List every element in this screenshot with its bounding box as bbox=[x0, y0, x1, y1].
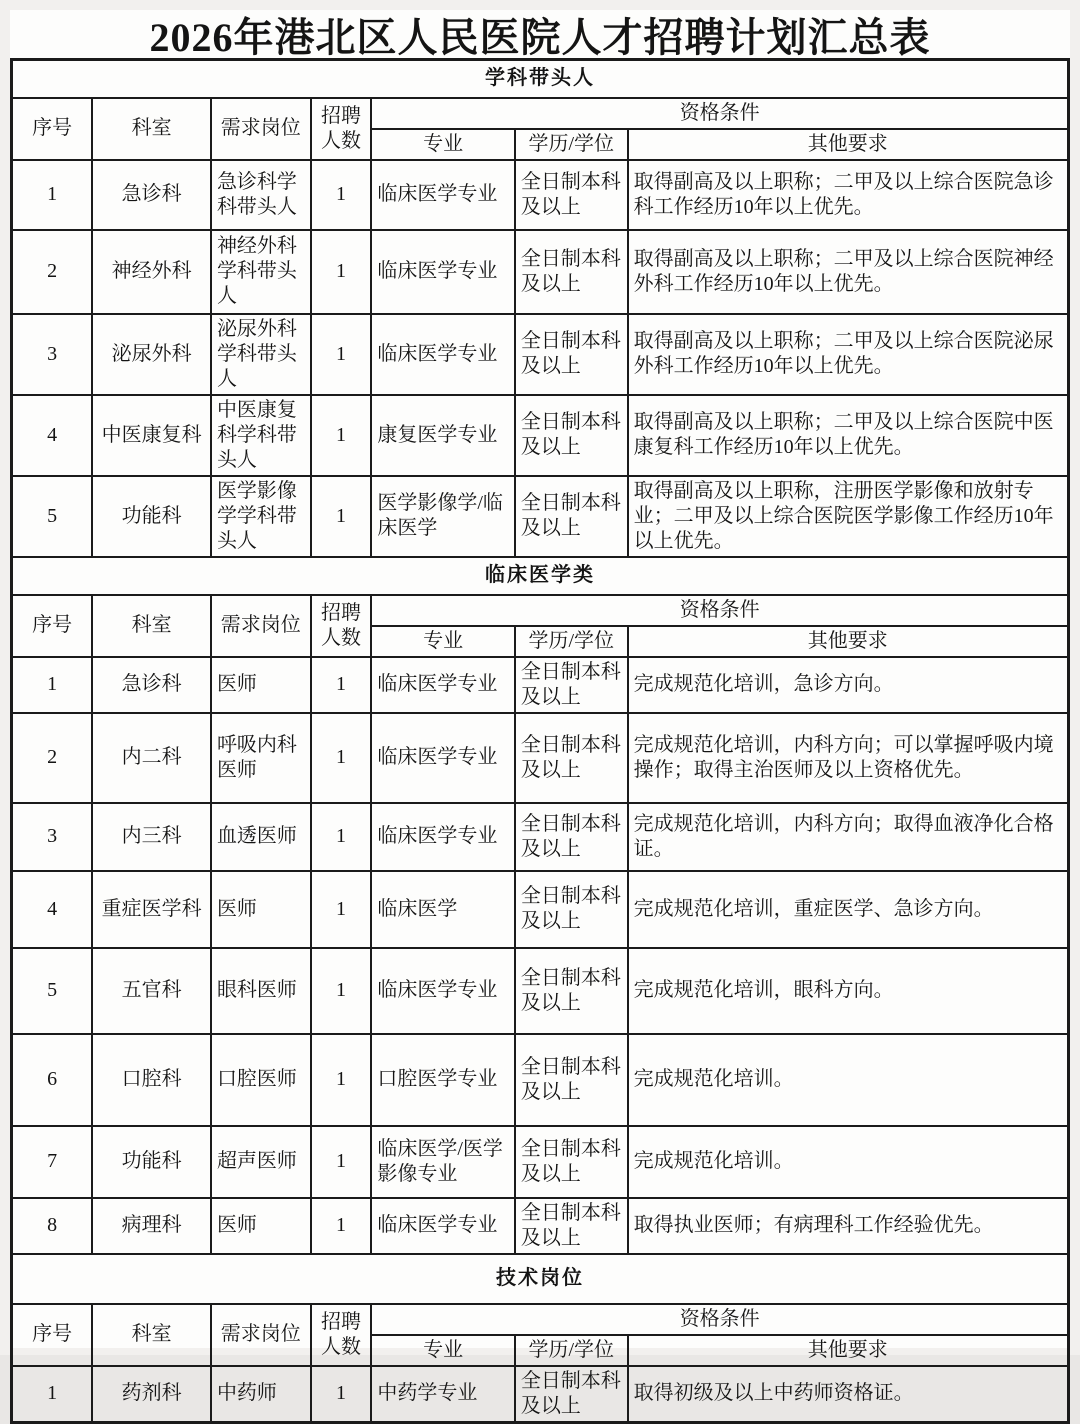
headcount-cell: 1 bbox=[311, 1034, 372, 1126]
table-row bbox=[12, 948, 1069, 1034]
col-header-degree: 学历/学位 bbox=[515, 129, 628, 160]
col-header-headcount: 招聘人数 bbox=[311, 98, 372, 160]
col-header-position: 需求岗位 bbox=[211, 98, 311, 160]
headcount-cell: 1 bbox=[311, 314, 372, 395]
col-header-degree: 学历/学位 bbox=[515, 1335, 628, 1366]
major-cell: 临床医学专业 bbox=[371, 314, 515, 395]
department-cell: 中医康复科 bbox=[92, 395, 211, 476]
table-row bbox=[12, 657, 1069, 713]
position-cell: 中药师 bbox=[211, 1366, 311, 1423]
section-band-row bbox=[12, 1254, 1069, 1304]
col-header-qualifications: 资格条件 bbox=[371, 1304, 1068, 1335]
headcount-cell: 1 bbox=[311, 230, 372, 314]
col-header-requirements: 其他要求 bbox=[628, 1335, 1069, 1366]
requirements-cell: 取得副高及以上职称；二甲及以上综合医院急诊科工作经历10年以上优先。 bbox=[628, 160, 1069, 230]
requirements-cell: 取得副高及以上职称，注册医学影像和放射专业；二甲及以上综合医院医学影像工作经历10年以上优先。 bbox=[628, 476, 1069, 557]
table-row bbox=[12, 476, 1069, 557]
recruitment-table bbox=[10, 58, 1070, 1424]
table-row bbox=[12, 395, 1069, 476]
requirements-cell: 完成规范化培训。 bbox=[628, 1034, 1069, 1126]
document-sheet bbox=[10, 10, 1070, 1417]
headcount-cell: 1 bbox=[311, 803, 372, 871]
major-cell: 临床医学专业 bbox=[371, 1198, 515, 1254]
position-cell: 医学影像学学科带头人 bbox=[211, 476, 311, 557]
position-cell: 眼科医师 bbox=[211, 948, 311, 1034]
major-cell: 临床医学专业 bbox=[371, 803, 515, 871]
position-cell: 医师 bbox=[211, 1198, 311, 1254]
col-header-degree: 学历/学位 bbox=[515, 626, 628, 657]
headcount-cell: 1 bbox=[311, 657, 372, 713]
department-cell: 内二科 bbox=[92, 713, 211, 803]
col-header-requirements: 其他要求 bbox=[628, 129, 1069, 160]
requirements-cell: 取得副高及以上职称；二甲及以上综合医院泌尿外科工作经历10年以上优先。 bbox=[628, 314, 1069, 395]
requirements-cell: 完成规范化培训，内科方向；可以掌握呼吸内境操作；取得主治医师及以上资格优先。 bbox=[628, 713, 1069, 803]
department-cell: 功能科 bbox=[92, 1126, 211, 1198]
section-title: 学科带头人 bbox=[12, 60, 1069, 98]
degree-cell: 全日制本科及以上 bbox=[515, 1198, 628, 1254]
major-cell: 临床医学 bbox=[371, 871, 515, 948]
position-cell: 血透医师 bbox=[211, 803, 311, 871]
serial-cell: 4 bbox=[12, 871, 93, 948]
col-header-major: 专业 bbox=[371, 626, 515, 657]
position-cell: 呼吸内科医师 bbox=[211, 713, 311, 803]
col-header-qualifications: 资格条件 bbox=[371, 98, 1068, 129]
major-cell: 临床医学/医学影像专业 bbox=[371, 1126, 515, 1198]
degree-cell: 全日制本科及以上 bbox=[515, 1034, 628, 1126]
degree-cell: 全日制本科及以上 bbox=[515, 476, 628, 557]
table-row bbox=[12, 803, 1069, 871]
serial-cell: 8 bbox=[12, 1198, 93, 1254]
department-cell: 泌尿外科 bbox=[92, 314, 211, 395]
degree-cell: 全日制本科及以上 bbox=[515, 230, 628, 314]
headcount-cell: 1 bbox=[311, 948, 372, 1034]
column-header-row bbox=[12, 595, 1069, 626]
headcount-cell: 1 bbox=[311, 476, 372, 557]
headcount-cell: 1 bbox=[311, 395, 372, 476]
major-cell: 临床医学专业 bbox=[371, 713, 515, 803]
major-cell: 康复医学专业 bbox=[371, 395, 515, 476]
col-header-major: 专业 bbox=[371, 129, 515, 160]
position-cell: 急诊科学科带头人 bbox=[211, 160, 311, 230]
table-row bbox=[12, 1034, 1069, 1126]
col-header-position: 需求岗位 bbox=[211, 1304, 311, 1366]
table-row bbox=[12, 160, 1069, 230]
table-row bbox=[12, 1198, 1069, 1254]
serial-cell: 3 bbox=[12, 314, 93, 395]
position-cell: 口腔医师 bbox=[211, 1034, 311, 1126]
position-cell: 医师 bbox=[211, 657, 311, 713]
degree-cell: 全日制本科及以上 bbox=[515, 1366, 628, 1423]
position-cell: 神经外科学科带头人 bbox=[211, 230, 311, 314]
col-header-department: 科室 bbox=[92, 98, 211, 160]
table-row bbox=[12, 1126, 1069, 1198]
serial-cell: 2 bbox=[12, 713, 93, 803]
serial-cell: 6 bbox=[12, 1034, 93, 1126]
major-cell: 中药学专业 bbox=[371, 1366, 515, 1423]
degree-cell: 全日制本科及以上 bbox=[515, 948, 628, 1034]
major-cell: 临床医学专业 bbox=[371, 230, 515, 314]
degree-cell: 全日制本科及以上 bbox=[515, 314, 628, 395]
department-cell: 病理科 bbox=[92, 1198, 211, 1254]
requirements-cell: 完成规范化培训，重症医学、急诊方向。 bbox=[628, 871, 1069, 948]
table-row bbox=[12, 871, 1069, 948]
department-cell: 急诊科 bbox=[92, 160, 211, 230]
requirements-cell: 完成规范化培训，眼科方向。 bbox=[628, 948, 1069, 1034]
serial-cell: 5 bbox=[12, 476, 93, 557]
requirements-cell: 完成规范化培训，急诊方向。 bbox=[628, 657, 1069, 713]
department-cell: 药剂科 bbox=[92, 1366, 211, 1423]
col-header-requirements: 其他要求 bbox=[628, 626, 1069, 657]
serial-cell: 1 bbox=[12, 657, 93, 713]
serial-cell: 2 bbox=[12, 230, 93, 314]
requirements-cell: 取得副高及以上职称；二甲及以上综合医院中医康复科工作经历10年以上优先。 bbox=[628, 395, 1069, 476]
major-cell: 口腔医学专业 bbox=[371, 1034, 515, 1126]
section-title: 技术岗位 bbox=[12, 1254, 1069, 1304]
serial-cell: 7 bbox=[12, 1126, 93, 1198]
department-cell: 重症医学科 bbox=[92, 871, 211, 948]
department-cell: 内三科 bbox=[92, 803, 211, 871]
serial-cell: 1 bbox=[12, 1366, 93, 1423]
degree-cell: 全日制本科及以上 bbox=[515, 160, 628, 230]
col-header-major: 专业 bbox=[371, 1335, 515, 1366]
major-cell: 临床医学专业 bbox=[371, 160, 515, 230]
major-cell: 临床医学专业 bbox=[371, 657, 515, 713]
requirements-cell: 完成规范化培训，内科方向；取得血液净化合格证。 bbox=[628, 803, 1069, 871]
department-cell: 急诊科 bbox=[92, 657, 211, 713]
col-header-headcount: 招聘人数 bbox=[311, 595, 372, 657]
degree-cell: 全日制本科及以上 bbox=[515, 657, 628, 713]
section-title: 临床医学类 bbox=[12, 557, 1069, 595]
degree-cell: 全日制本科及以上 bbox=[515, 871, 628, 948]
degree-cell: 全日制本科及以上 bbox=[515, 803, 628, 871]
headcount-cell: 1 bbox=[311, 1198, 372, 1254]
degree-cell: 全日制本科及以上 bbox=[515, 1126, 628, 1198]
requirements-cell: 取得副高及以上职称；二甲及以上综合医院神经外科工作经历10年以上优先。 bbox=[628, 230, 1069, 314]
section-band-row bbox=[12, 60, 1069, 98]
department-cell: 口腔科 bbox=[92, 1034, 211, 1126]
headcount-cell: 1 bbox=[311, 160, 372, 230]
column-header-row bbox=[12, 1304, 1069, 1335]
position-cell: 泌尿外科学科带头人 bbox=[211, 314, 311, 395]
position-cell: 超声医师 bbox=[211, 1126, 311, 1198]
position-cell: 中医康复科学科带头人 bbox=[211, 395, 311, 476]
page-title: 2026年港北区人民医院人才招聘计划汇总表 bbox=[149, 14, 931, 60]
col-header-department: 科室 bbox=[92, 1304, 211, 1366]
degree-cell: 全日制本科及以上 bbox=[515, 395, 628, 476]
col-header-serial: 序号 bbox=[12, 595, 93, 657]
requirements-cell: 完成规范化培训。 bbox=[628, 1126, 1069, 1198]
requirements-cell: 取得初级及以上中药师资格证。 bbox=[628, 1366, 1069, 1423]
table-row bbox=[12, 230, 1069, 314]
headcount-cell: 1 bbox=[311, 1126, 372, 1198]
section-band-row bbox=[12, 557, 1069, 595]
col-header-department: 科室 bbox=[92, 595, 211, 657]
position-cell: 医师 bbox=[211, 871, 311, 948]
column-header-row bbox=[12, 98, 1069, 129]
degree-cell: 全日制本科及以上 bbox=[515, 713, 628, 803]
table-row bbox=[12, 713, 1069, 803]
major-cell: 临床医学专业 bbox=[371, 948, 515, 1034]
table-row bbox=[12, 1366, 1069, 1423]
headcount-cell: 1 bbox=[311, 871, 372, 948]
serial-cell: 4 bbox=[12, 395, 93, 476]
major-cell: 医学影像学/临床医学 bbox=[371, 476, 515, 557]
col-header-serial: 序号 bbox=[12, 1304, 93, 1366]
serial-cell: 3 bbox=[12, 803, 93, 871]
department-cell: 五官科 bbox=[92, 948, 211, 1034]
serial-cell: 1 bbox=[12, 160, 93, 230]
col-header-qualifications: 资格条件 bbox=[371, 595, 1068, 626]
col-header-serial: 序号 bbox=[12, 98, 93, 160]
department-cell: 神经外科 bbox=[92, 230, 211, 314]
table-row bbox=[12, 314, 1069, 395]
requirements-cell: 取得执业医师；有病理科工作经验优先。 bbox=[628, 1198, 1069, 1254]
col-header-position: 需求岗位 bbox=[211, 595, 311, 657]
department-cell: 功能科 bbox=[92, 476, 211, 557]
col-header-headcount: 招聘人数 bbox=[311, 1304, 372, 1366]
headcount-cell: 1 bbox=[311, 713, 372, 803]
serial-cell: 5 bbox=[12, 948, 93, 1034]
headcount-cell: 1 bbox=[311, 1366, 372, 1423]
